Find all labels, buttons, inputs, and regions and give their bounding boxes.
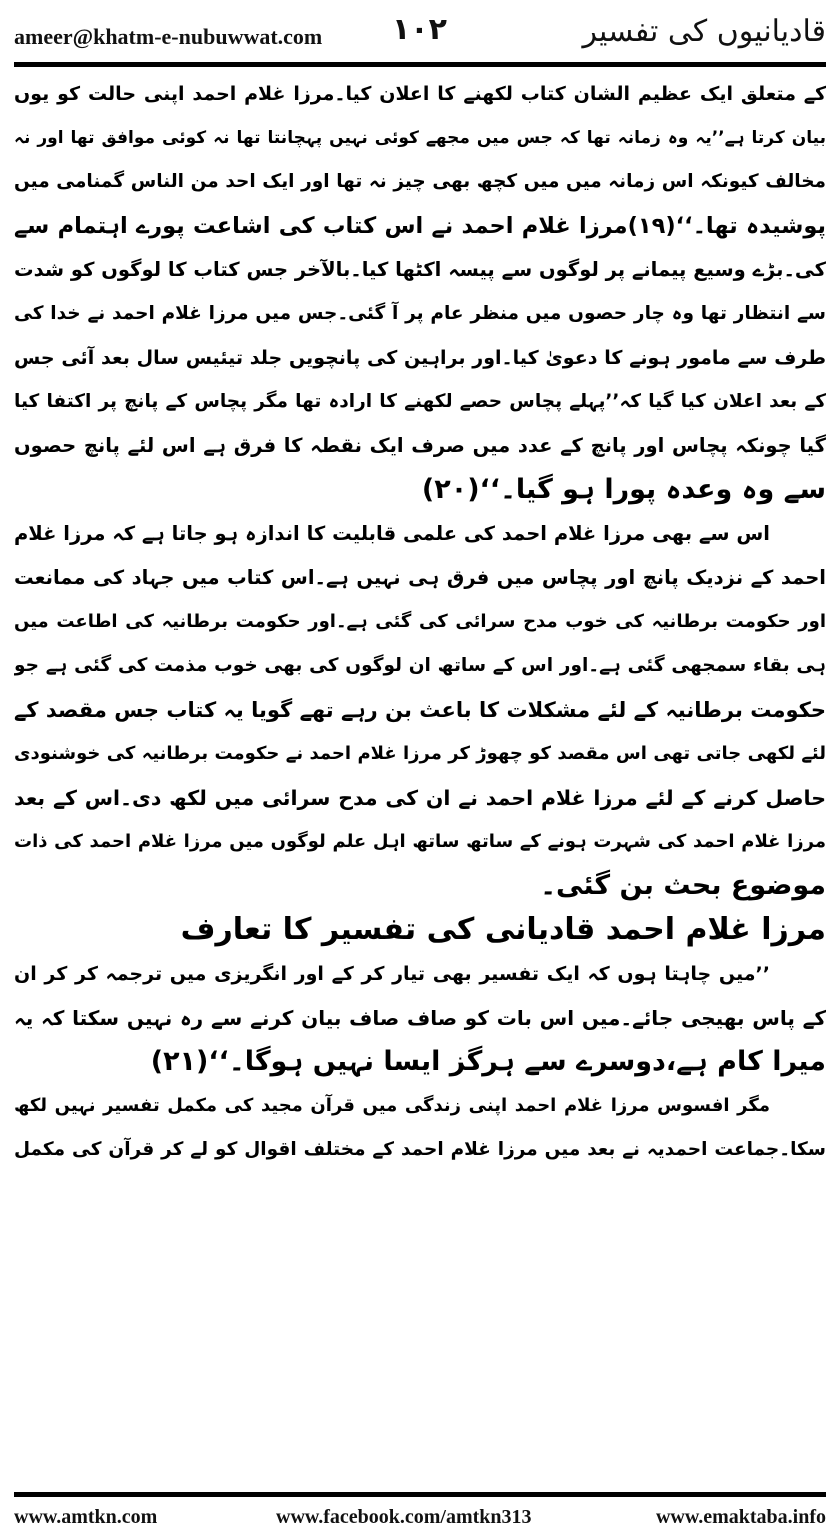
text-line: اس سے بھی مرزا غلام احمد کی علمی قابلیت کا اندازہ ہو جاتا ہے کہ مرزا غلام (14, 522, 770, 545)
footer-divider (14, 1492, 826, 1497)
page-footer (14, 1506, 826, 1532)
text-line: کی۔بڑے وسیع پیمانے پر لوگوں سے پیسہ اکٹھا کیا۔بالآخر جس کتاب کا لوگوں کو شدت (14, 258, 826, 281)
text-line: سکا۔جماعت احمدیہ نے بعد میں مرزا غلام احمد کے مختلف اقوال کو لے کر قرآن کی مکمل (14, 1139, 826, 1160)
section-heading: مرزا غلام احمد قادیانی کی تفسیر کا تعارف (180, 912, 826, 947)
text-line: موضوع بحث بن گئی۔ (540, 870, 826, 901)
text-line: کے متعلق ایک عظیم الشان کتاب لکھنے کا اعلان کیا۔مرزا غلام احمد اپنی حالت کو یوں (14, 83, 826, 105)
page-header (14, 12, 826, 56)
page-number: ۱۰۲ (392, 12, 447, 47)
text-line: مگر افسوس مرزا غلام احمد اپنی زندگی میں قرآن مجید کی مکمل تفسیر نہیں لکھ (14, 1095, 770, 1116)
footer-link-emaktaba[interactable]: www.emaktaba.info (655, 1506, 826, 1528)
text-line: بیان کرتا ہے’’یہ وہ زمانہ تھا کہ جس میں مجھے کوئی نہیں پہچانتا تھا نہ کوئی موافق تھا اور نہ (14, 128, 826, 148)
text-line: مخالف کیونکہ اس زمانہ میں میں کچھ بھی چیز نہ تھا اور ایک احد من الناس گمنامی میں (14, 171, 826, 192)
footer-link-facebook[interactable]: www.facebook.com/amtkn313 (276, 1506, 532, 1528)
text-line: احمد کے نزدیک پانچ اور پچاس میں فرق ہی نہیں ہے۔اس کتاب میں جہاد کی ممانعت (14, 566, 826, 589)
text-line: لئے لکھی جاتی تھی اس مقصد کو چھوڑ کر مرزا غلام احمد نے حکومت برطانیہ کی خوشنودی (14, 743, 826, 764)
text-line: حکومت برطانیہ کے لئے مشکلات کا باعث بن رہے تھے گویا یہ کتاب جس مقصد کے (14, 698, 826, 722)
text-line: سے وہ وعدہ پورا ہو گیا۔‘‘(۲۰) (421, 474, 826, 505)
footer-link-amtkn[interactable]: www.amtkn.com (14, 1506, 158, 1528)
book-title: قادیانیوں کی تفسیر (582, 14, 826, 49)
text-line: حاصل کرنے کے لئے مرزا غلام احمد نے ان کی مدح سرائی میں لکھ دی۔اس کے بعد (14, 786, 826, 810)
text-line: گیا چونکہ پچاس اور پانچ کے عدد میں صرف ایک نقطہ کا فرق ہے اس لئے پانچ حصوں (14, 434, 826, 457)
text-line: ہی بقاء سمجھی گئی ہے۔اور اس کے ساتھ ان لوگوں کی بھی خوب مذمت کی گئی ہے جو (14, 655, 826, 676)
text-line: اور حکومت برطانیہ کی خوب مدح سرائی کی گئی ہے۔اور حکومت برطانیہ کی اطاعت میں (14, 611, 826, 632)
text-line: مرزا غلام احمد کی شہرت ہونے کے ساتھ ساتھ اہل علم لوگوں میں مرزا غلام احمد کی ذات (14, 831, 826, 852)
text-line: پوشیدہ تھا۔‘‘(۱۹)مرزا غلام احمد نے اس کتاب کی اشاعت پورے اہتمام سے (14, 213, 826, 239)
text-line: ’’میں چاہتا ہوں کہ ایک تفسیر بھی تیار کر کے اور انگریزی میں ترجمہ کر کر ان (14, 963, 770, 985)
header-email: ameer@khatm-e-nubuwwat.com (14, 24, 323, 49)
text-line: طرف سے مامور ہونے کا دعویٰ کیا۔اور براہین کی پانچویں جلد تیئیس سال بعد آئی جس (14, 347, 826, 369)
page-body (14, 72, 826, 1488)
text-line: میرا کام ہے،دوسرے سے ہرگز ایسا نہیں ہوگا۔‘‘(۲۱) (150, 1046, 826, 1077)
header-divider (14, 62, 826, 67)
text-line: کے پاس بھیجی جائے۔میں اس بات کو صاف صاف بیان کرنے سے رہ نہیں سکتا کہ یہ (14, 1006, 826, 1030)
text-line: سے انتظار تھا وہ چار حصوں میں منظر عام پر آ گئی۔جس میں مرزا غلام احمد نے خدا کی (14, 303, 826, 324)
text-line: کے بعد اعلان کیا گیا کہ’’پہلے پچاس حصے لکھنے کا ارادہ تھا مگر پچاس کے پانچ پر اکتفا کیا (14, 391, 826, 412)
